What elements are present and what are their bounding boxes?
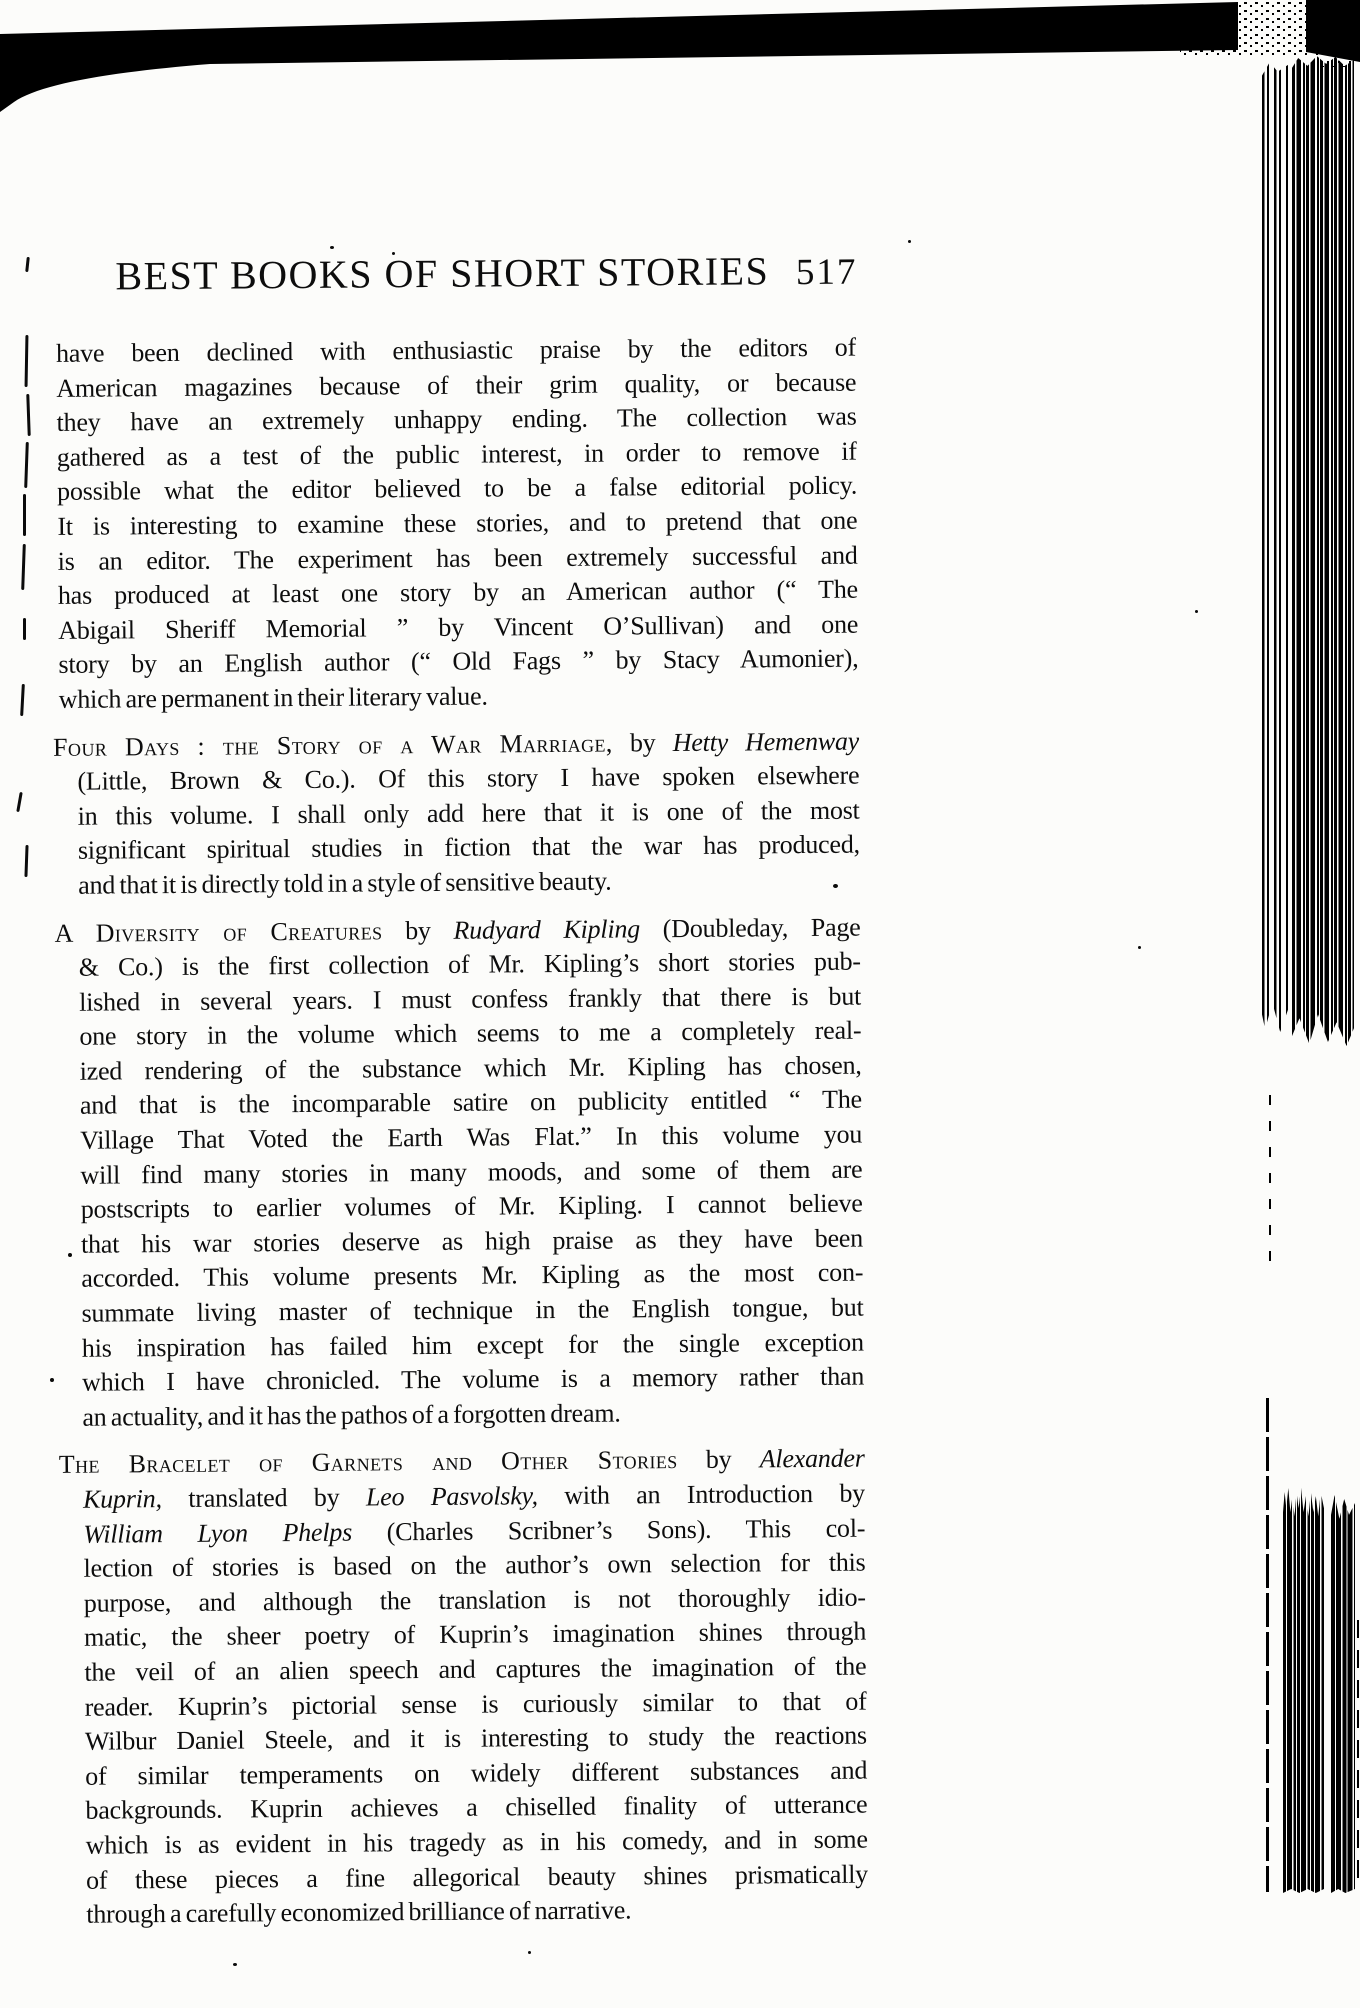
- text-line: Four Days : the Story of a War Marriage, by Hetty Hemenway: [53, 726, 860, 762]
- text-line: and that is the incomparable satire on publicity entitled “ The: [79, 1085, 863, 1121]
- text-line: American magazines because of their grim quality, or because: [56, 367, 857, 403]
- text-line: an actuality, and it has the pathos of a forgotten dream.: [82, 1398, 621, 1432]
- kuprin-review: [59, 1442, 869, 1933]
- text-line: story by an English author (“ Old Fags ” by Stacy Aumonier),: [58, 643, 859, 680]
- text-line: backgrounds. Kuprin achieves a chiselled finality of utterance: [85, 1789, 868, 1826]
- text-line: summate living master of technique in the English tongue, but: [81, 1292, 864, 1328]
- text-line: significant spiritual studies in fiction that the war has produced,: [77, 829, 861, 866]
- text-line: through a carefully economized brilliance of narrative.: [86, 1895, 632, 1929]
- text-line: The Bracelet of Garnets and Other Stories by Alexander: [58, 1443, 865, 1480]
- text-line: will find many stories in many moods, and some of them are: [80, 1154, 863, 1190]
- text-line: they have an extremely unhappy ending. The collection was: [56, 401, 857, 438]
- text-line: Kuprin, translated by Leo Pasvolsky, with an Introduction by: [82, 1478, 866, 1514]
- text-line: William Lyon Phelps (Charles Scribner’s Sons). This col-: [83, 1513, 866, 1549]
- text-line: ized rendering of the substance which Mr. Kipling has chosen,: [79, 1050, 862, 1086]
- text-line: accorded. This volume presents Mr. Kipling as the most con-: [81, 1258, 864, 1294]
- text-line: purpose, and although the translation is not thoroughly idio-: [83, 1582, 866, 1618]
- text-line: Abigail Sheriff Memorial ” by Vincent O’Sullivan) and one: [58, 609, 859, 645]
- text-line: his inspiration has failed him except for the single exception: [81, 1327, 864, 1363]
- four-days-review: [53, 724, 860, 903]
- text-line: It is interesting to examine these stories, and to pretend that one: [57, 505, 858, 541]
- text-line: A Diversity of Creatures by Rudyard Kipling (Doubleday, Page: [54, 912, 861, 948]
- text-line: one story in the volume which seems to me a completely real-: [79, 1015, 862, 1052]
- text-line: Village That Voted the Earth Was Flat.” In this volume you: [80, 1119, 863, 1155]
- text-line: matic, the sheer poetry of Kuprin’s imagination shines through: [83, 1616, 867, 1653]
- text-line: which I have chronicled. The volume is a memory rather than: [81, 1361, 865, 1397]
- text-line: which are permanent in their literary value.: [58, 681, 488, 714]
- text-line: gathered as a test of the public interest, in order to remove if: [56, 436, 857, 472]
- text-line: in this volume. I shall only add here that it is one of the most: [77, 795, 860, 831]
- text-line: which is as evident in his tragedy as in his comedy, and in some: [85, 1824, 868, 1860]
- text-line: postscripts to earlier volumes of Mr. Kipling. I cannot believe: [80, 1188, 863, 1224]
- text-line: (Little, Brown & Co.). Of this story I have spoken elsewhere: [77, 760, 860, 796]
- text-line: & Co.) is the first collection of Mr. Kipling’s short stories pub-: [78, 946, 861, 982]
- text-line: have been declined with enthusiastic praise by the editors of: [55, 332, 857, 368]
- text-line: of these pieces a fine allegorical beauty shines prismatically: [85, 1859, 869, 1895]
- kipling-review: [54, 910, 864, 1435]
- editorial-experiment-paragraph: [50, 331, 859, 718]
- text-line: the veil of an alien speech and captures the imagination of the: [84, 1651, 867, 1687]
- text-line: possible what the editor believed to be a false editorial policy.: [56, 470, 858, 507]
- running-head: [115, 247, 857, 300]
- text-line: Wilbur Daniel Steele, and it is interesting to study the reactions: [84, 1720, 868, 1756]
- text-line: is an editor. The experiment has been extremely successful and: [57, 540, 858, 576]
- text-line: reader. Kuprin’s pictorial sense is curiously similar to that of: [84, 1686, 867, 1722]
- text-line: lection of stories is based on the author’s own selection for this: [83, 1547, 866, 1583]
- text-line: that his war stories deserve as high praise as they have been: [80, 1223, 864, 1259]
- text-line: and that it is directly told in a style of sensitive beauty.: [78, 866, 612, 900]
- page-title: BEST BOOKS OF SHORT STORIES: [115, 248, 770, 299]
- paragraphs: [50, 331, 869, 1933]
- text-line: of similar temperaments on widely different substances and: [85, 1755, 868, 1791]
- text-column: [50, 331, 869, 1946]
- page-number: 517: [795, 251, 858, 294]
- text-line: has produced at least one story by an American author (“ The: [57, 574, 859, 611]
- text-line: lished in several years. I must confess frankly that there is but: [79, 981, 862, 1017]
